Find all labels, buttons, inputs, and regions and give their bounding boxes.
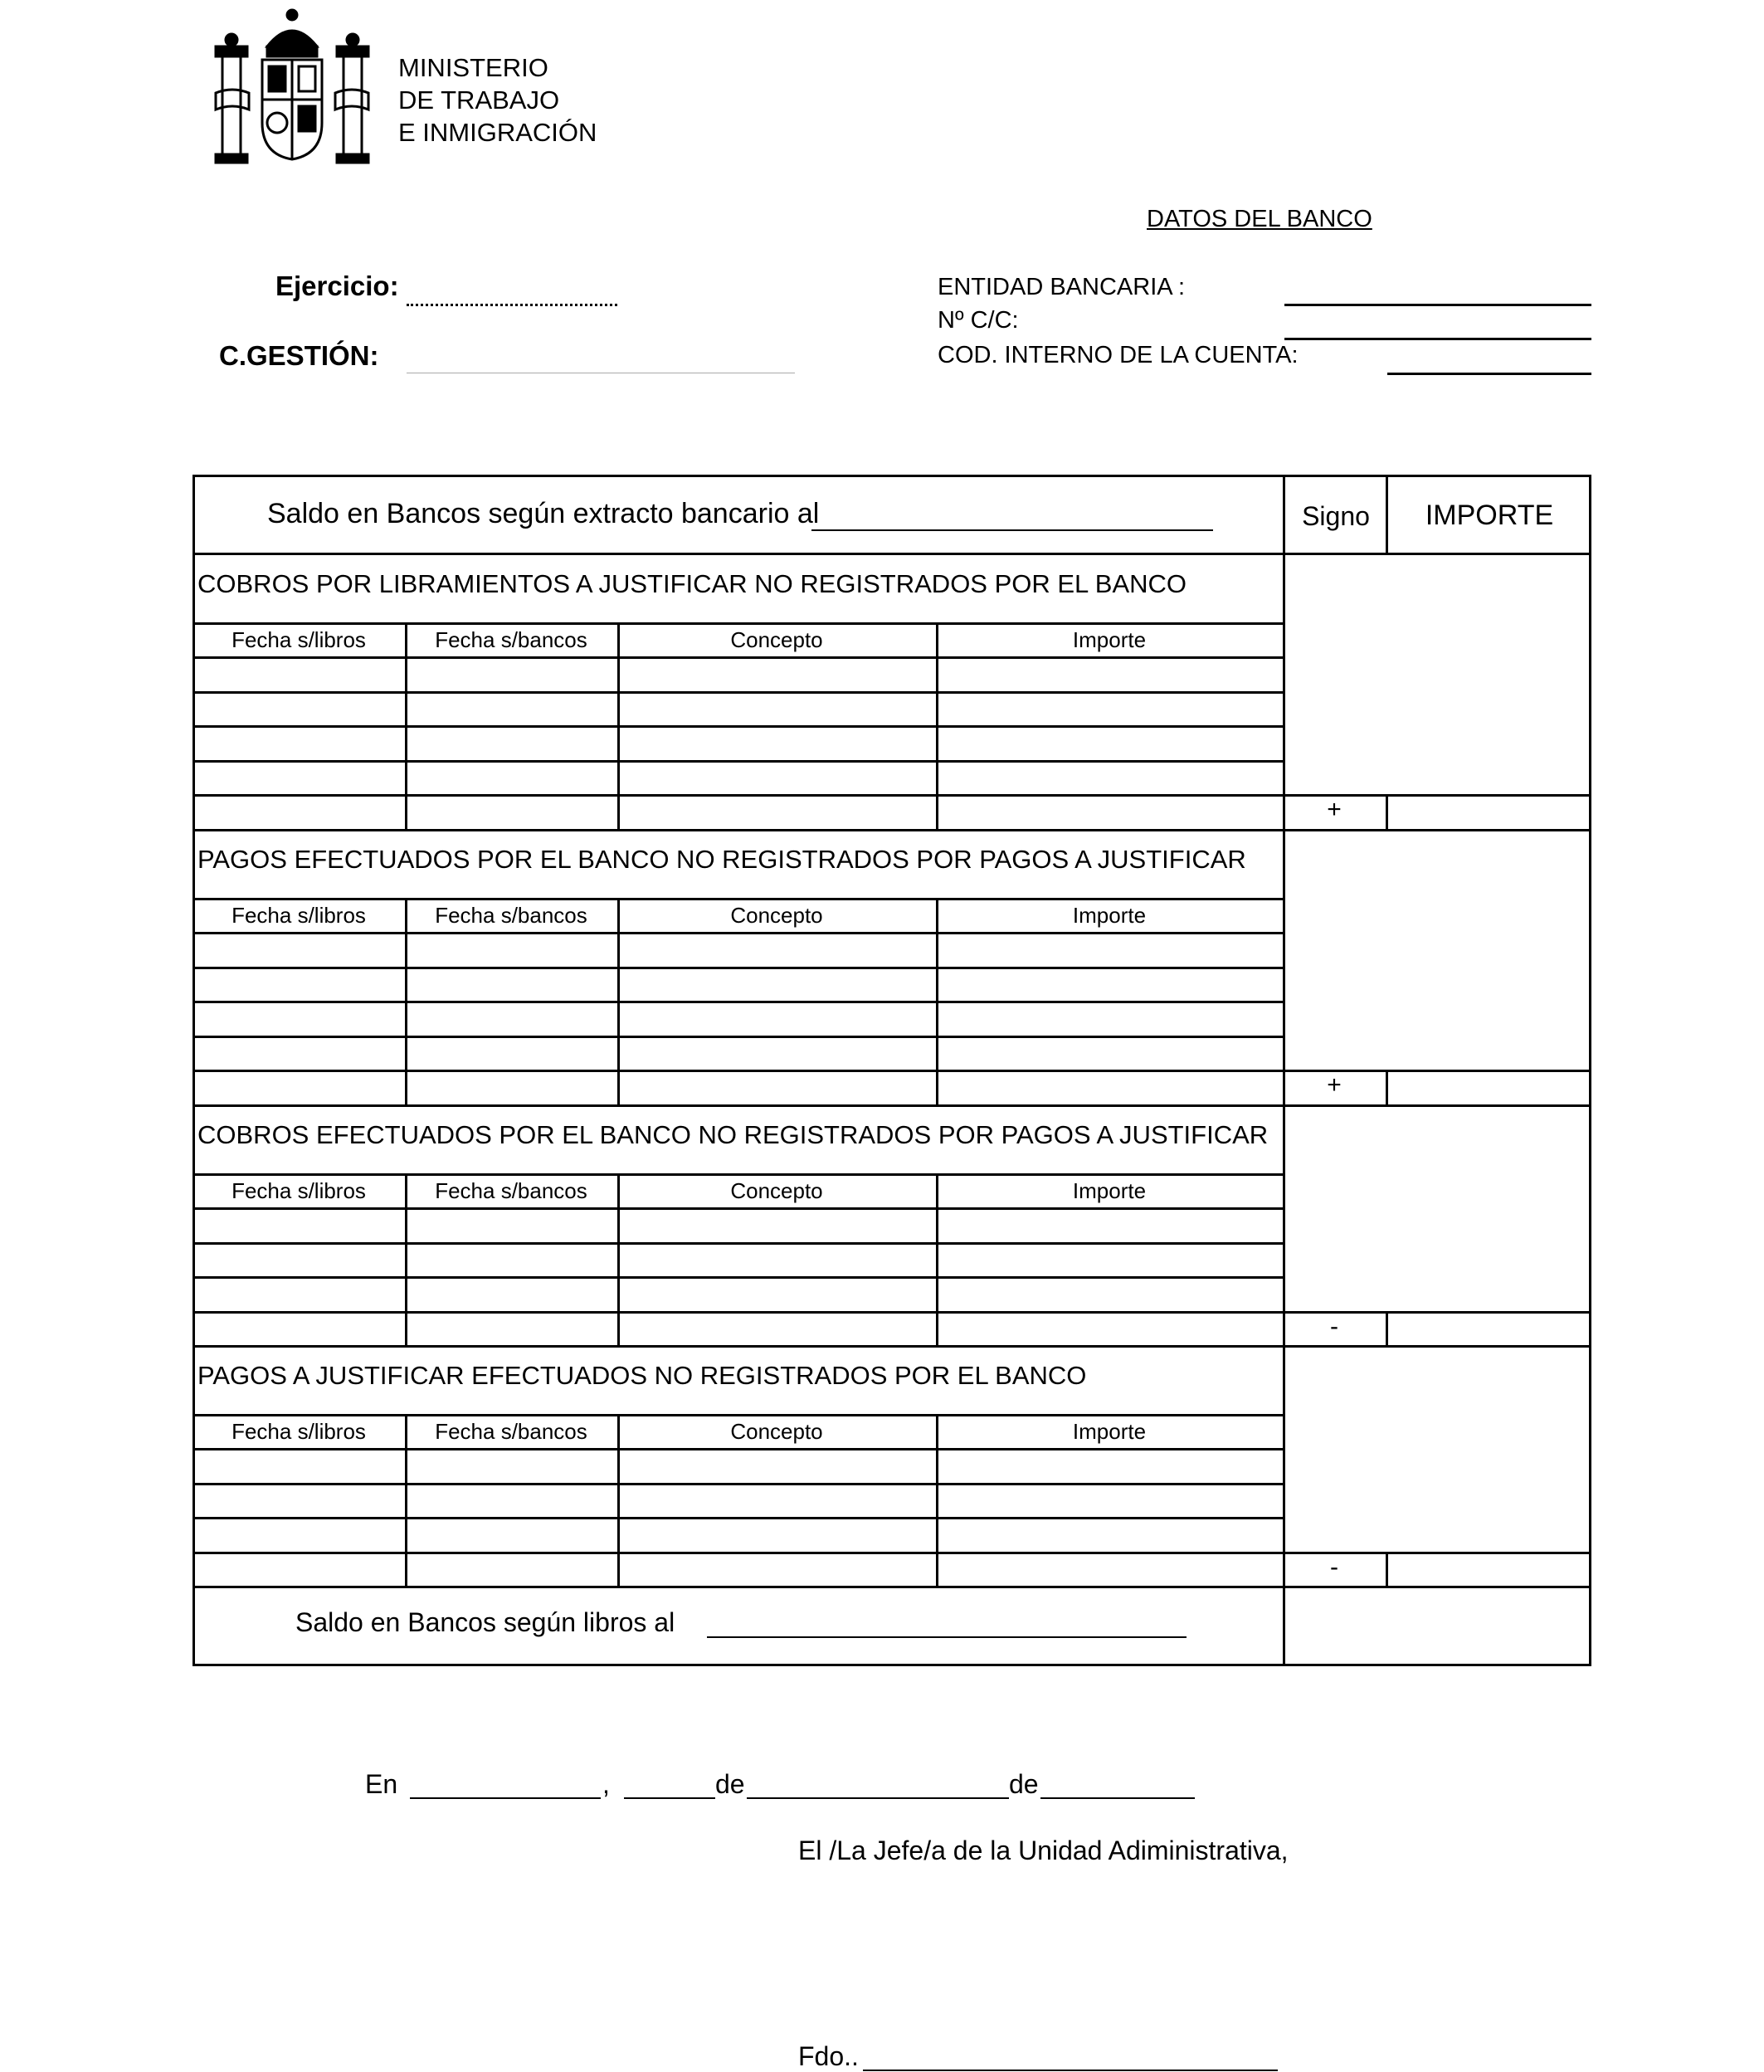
table-cell[interactable] [407, 934, 616, 966]
column-header: Concepto [730, 1419, 823, 1444]
table-cell[interactable] [620, 1485, 935, 1517]
column-header: Fecha s/bancos [435, 903, 587, 928]
sign-symbol: + [1327, 796, 1342, 823]
table-cell[interactable] [620, 659, 935, 690]
table-cell[interactable] [195, 934, 404, 966]
importe-header: IMPORTE [1425, 500, 1554, 531]
table-cell[interactable] [938, 694, 1282, 725]
column-header: Fecha s/bancos [435, 627, 587, 652]
table-cell[interactable] [195, 1072, 404, 1104]
table-cell[interactable] [407, 694, 616, 725]
table-cell[interactable] [407, 969, 616, 1001]
section-total-field[interactable] [1388, 1314, 1589, 1345]
signature-field[interactable] [863, 2070, 1278, 2071]
table-cell[interactable] [938, 1210, 1282, 1241]
sign-symbol: - [1330, 1312, 1338, 1340]
column-header: Fecha s/libros [231, 1419, 366, 1444]
table-cell[interactable] [938, 797, 1282, 828]
saldo-extracto-label: Saldo en Bancos según extracto bancario al [267, 498, 820, 529]
table-cell[interactable] [938, 1519, 1282, 1551]
table-cell[interactable] [620, 934, 935, 966]
column-header: Importe [1072, 1178, 1147, 1203]
ministry-line-1: MINISTERIO [398, 53, 548, 82]
table-cell[interactable] [938, 659, 1282, 690]
section-bottom-line [192, 829, 1591, 831]
section-bottom-line [192, 1345, 1591, 1348]
column-header: Importe [1072, 1419, 1147, 1444]
section-header-line [192, 1173, 1283, 1176]
table-cell[interactable] [195, 694, 404, 725]
table-cell[interactable] [620, 1038, 935, 1070]
place-field[interactable] [410, 1797, 601, 1799]
table-cell[interactable] [195, 1279, 404, 1310]
table-cell[interactable] [938, 1072, 1282, 1104]
section-header-line [192, 622, 1283, 625]
ministry-name [398, 51, 597, 149]
section-total-field[interactable] [1388, 797, 1589, 828]
table-cell[interactable] [620, 1072, 935, 1104]
table-cell[interactable] [938, 969, 1282, 1001]
table-cell[interactable] [620, 1003, 935, 1035]
section-total-field[interactable] [1388, 1554, 1589, 1586]
table-cell[interactable] [938, 1003, 1282, 1035]
table-cell[interactable] [407, 1245, 616, 1276]
table-cell[interactable] [407, 728, 616, 759]
table-cell[interactable] [620, 763, 935, 794]
month-field[interactable] [747, 1797, 1009, 1799]
column-header: Fecha s/bancos [435, 1178, 587, 1203]
saldo-extracto-date-field[interactable] [811, 529, 1213, 531]
day-field[interactable] [624, 1797, 715, 1799]
table-cell[interactable] [195, 1314, 404, 1345]
section-total-field[interactable] [1388, 1072, 1589, 1104]
table-cell[interactable] [407, 763, 616, 794]
section-header-line [192, 898, 1283, 900]
table-cell[interactable] [407, 1450, 616, 1482]
table-cell[interactable] [620, 728, 935, 759]
ministry-line-3: E INMIGRACIÓN [398, 118, 597, 147]
table-cell[interactable] [620, 1314, 935, 1345]
de-label-1: de [715, 1769, 745, 1799]
table-cell[interactable] [938, 1450, 1282, 1482]
cc-label: Nº C/C: [938, 307, 1019, 334]
comma-text: , [602, 1769, 610, 1799]
section-title: PAGOS A JUSTIFICAR EFECTUADOS NO REGISTRADOS POR EL BANCO [197, 1361, 1087, 1390]
gestion-label: C.GESTIÓN: [219, 340, 379, 371]
column-header: Concepto [730, 627, 823, 652]
de-label-2: de [1009, 1769, 1039, 1799]
table-cell[interactable] [938, 1554, 1282, 1586]
table-cell[interactable] [620, 797, 935, 828]
signo-header: Signo [1302, 501, 1370, 531]
table-cell[interactable] [195, 797, 404, 828]
year-field[interactable] [1040, 1797, 1195, 1799]
section-title: COBROS POR LIBRAMIENTOS A JUSTIFICAR NO REGISTRADOS POR EL BANCO [197, 569, 1187, 598]
table-cell[interactable] [620, 1279, 935, 1310]
entidad-label: ENTIDAD BANCARIA : [938, 274, 1186, 300]
table-cell[interactable] [938, 1038, 1282, 1070]
section-header-line [192, 1414, 1283, 1416]
column-header: Fecha s/bancos [435, 1419, 587, 1444]
table-cell[interactable] [407, 1519, 616, 1551]
sign-symbol: + [1327, 1071, 1342, 1099]
table-cell[interactable] [195, 969, 404, 1001]
header-bottom-line [192, 553, 1591, 555]
table-cell[interactable] [938, 1485, 1282, 1517]
table-cell[interactable] [620, 1519, 935, 1551]
table-cell[interactable] [620, 1554, 935, 1586]
table-cell[interactable] [407, 1210, 616, 1241]
table-cell[interactable] [195, 1450, 404, 1482]
table-cell[interactable] [195, 728, 404, 759]
table-cell[interactable] [938, 1314, 1282, 1345]
table-cell[interactable] [407, 1314, 616, 1345]
table-cell[interactable] [407, 1072, 616, 1104]
entidad-field[interactable] [1284, 304, 1591, 306]
table-cell[interactable] [195, 659, 404, 690]
signer-title: El /La Jefe/a de la Unidad Adiministrativa, [798, 1836, 1289, 1865]
table-cell[interactable] [195, 1485, 404, 1517]
saldo-libros-date-field[interactable] [707, 1636, 1187, 1638]
bank-data-title: DATOS DEL BANCO [1147, 206, 1372, 232]
table-cell[interactable] [938, 728, 1282, 759]
table-cell[interactable] [195, 1245, 404, 1276]
ejercicio-field[interactable] [407, 304, 617, 306]
table-cell[interactable] [407, 659, 616, 690]
cc-field[interactable] [1284, 338, 1591, 340]
cod-interno-label: COD. INTERNO DE LA CUENTA: [938, 342, 1299, 368]
table-cell[interactable] [195, 1554, 404, 1586]
table-cell[interactable] [620, 969, 935, 1001]
section-bottom-line [192, 1586, 1591, 1588]
column-header: Importe [1072, 627, 1147, 652]
coat-of-arms-logo [212, 7, 372, 164]
section-title: PAGOS EFECTUADOS POR EL BANCO NO REGISTRADOS POR PAGOS A JUSTIFICAR [197, 845, 1246, 874]
section-title: COBROS EFECTUADOS POR EL BANCO NO REGISTRADOS POR PAGOS A JUSTIFICAR [197, 1120, 1269, 1149]
column-header: Fecha s/libros [231, 627, 366, 652]
column-header: Concepto [730, 903, 823, 928]
table-cell[interactable] [195, 763, 404, 794]
column-header: Importe [1072, 903, 1147, 928]
table-cell[interactable] [620, 1210, 935, 1241]
saldo-libros-label: Saldo en Bancos según libros al [295, 1607, 675, 1637]
table-cell[interactable] [407, 1279, 616, 1310]
table-cell[interactable] [195, 1038, 404, 1070]
table-cell[interactable] [620, 1450, 935, 1482]
column-header: Concepto [730, 1178, 823, 1203]
cod-interno-field[interactable] [1387, 373, 1591, 375]
ministry-line-2: DE TRABAJO [398, 85, 560, 115]
table-cell[interactable] [938, 934, 1282, 966]
table-cell[interactable] [938, 763, 1282, 794]
section-bottom-line [192, 1104, 1591, 1107]
table-cell[interactable] [195, 1210, 404, 1241]
table-cell[interactable] [195, 1519, 404, 1551]
column-header: Fecha s/libros [231, 903, 366, 928]
table-cell[interactable] [407, 1554, 616, 1586]
table-cell[interactable] [407, 1485, 616, 1517]
ejercicio-label: Ejercicio: [275, 271, 399, 301]
table-cell[interactable] [407, 1038, 616, 1070]
fdo-label: Fdo.. [798, 2041, 859, 2071]
table-cell[interactable] [620, 694, 935, 725]
table-cell[interactable] [407, 797, 616, 828]
table-cell[interactable] [938, 1279, 1282, 1310]
column-header: Fecha s/libros [231, 1178, 366, 1203]
en-label: En [365, 1769, 398, 1799]
table-cell[interactable] [195, 1003, 404, 1035]
table-cell[interactable] [620, 1245, 935, 1276]
sign-symbol: - [1330, 1553, 1338, 1581]
table-cell[interactable] [407, 1003, 616, 1035]
table-cell[interactable] [938, 1245, 1282, 1276]
